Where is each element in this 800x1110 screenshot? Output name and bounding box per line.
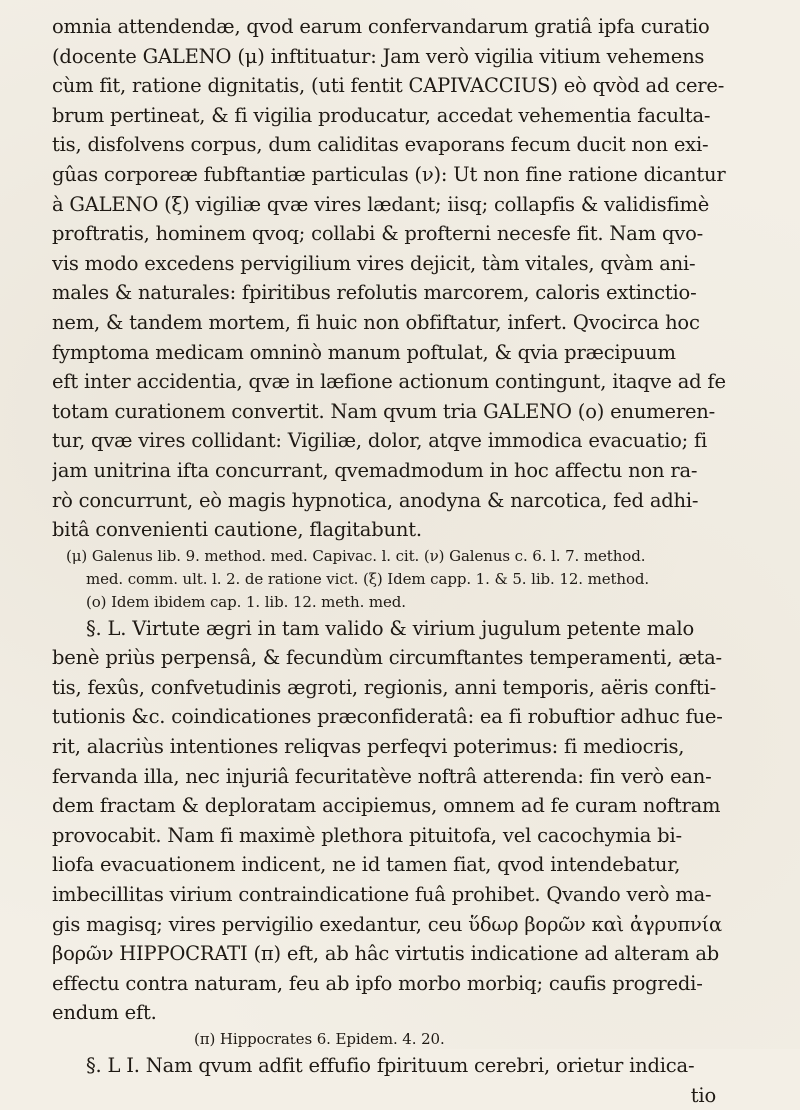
text-line: tur, qvæ vires collidant: Vigiliæ, dolor, atqve immodica evacuatio; fi <box>52 429 708 453</box>
text-line: bitâ convenienti cautione, flagitabunt. <box>52 518 422 542</box>
text-line: fervanda illa, nec injuriâ fecuritatève noftrâ atterenda: fin verò ean- <box>52 764 712 788</box>
text-line: fymptoma medicam omninò manum poftulat, & qvia præcipuum <box>52 340 676 364</box>
text-line: rò concurrunt, eò magis hypnotica, anodyna & narcotica, fed adhi- <box>52 488 699 512</box>
text-line: tis, fexûs, confvetudinis ægroti, regionis, anni temporis, aëris confti- <box>52 675 717 699</box>
text-line: cùm fit, ratione dignitatis, (uti fentit CAPIVACCIUS) eò qvòd ad cere- <box>52 74 725 98</box>
text-line: tutionis &c. coindicationes præconfideratâ: ea fi robuftior adhuc fue- <box>52 705 723 729</box>
text-line: omnia attendendæ, qvod earum confervandarum gratiâ ipfa curatio <box>52 15 710 38</box>
section-heading-line: §. L I. Nam qvum adfit effufio fpirituum cerebri, orietur indica- <box>86 1054 695 1077</box>
text-line: effectu contra naturam, feu ab ipfo morbo morbiq; caufis progredi- <box>52 971 703 995</box>
text-line: vis modo excedens pervigilium vires dejicit, tàm vitales, qvàm ani- <box>52 251 696 275</box>
text-line: rit, alacriùs intentiones reliqvas perfeqvi poterimus: fi mediocris, <box>52 735 685 759</box>
catchword: tio <box>690 1083 716 1107</box>
text-line: nem, & tandem mortem, fi huic non obfiftatur, infert. Qvocirca hoc <box>52 310 700 334</box>
text-line: brum pertineat, & fi vigilia producatur, accedat vehementia faculta- <box>52 103 711 127</box>
page-text-block <box>52 12 752 1110</box>
text-line: endum eft. <box>52 1001 157 1025</box>
text-line: eft inter accidentia, qvæ in læfione actionum contingunt, itaqve ad fe <box>52 370 726 394</box>
text-line: tis, disfolvens corpus, dum caliditas evaporans fecum ducit non exi- <box>52 133 709 157</box>
text-line: (docente GALENO (μ) inftituatur: Jam verò vigilia vitium vehemens <box>52 44 705 68</box>
text-line: benè priùs perpensâ, & fecundùm circumftantes temperamenti, æta- <box>52 646 722 670</box>
footnote-line: (ο) Idem ibidem cap. 1. lib. 12. meth. med. <box>86 592 406 611</box>
text-line: βορῶν HIPPOCRATI (π) eft, ab hâc virtutis indicatione ad alteram ab <box>52 942 720 966</box>
text-line: proftratis, hominem qvoq; collabi & profterni necesfe fit. Nam qvo- <box>52 222 704 246</box>
footnote-line: (μ) Galenus lib. 9. method. med. Capivac. l. cit. (ν) Galenus c. 6. l. 7. method. <box>66 546 646 565</box>
text-line: à GALENO (ξ) vigiliæ qvæ vires lædant; iisq; collapfis & validisfimè <box>52 192 710 216</box>
text-line: provocabit. Nam fi maximè plethora pituitofa, vel cacochymia bi- <box>52 823 682 847</box>
text-line: imbecillitas virium contraindicatione fuâ prohibet. Qvando verò ma- <box>52 883 712 907</box>
text-line: liofa evacuationem indicent, ne id tamen fiat, qvod intendebatur, <box>52 853 681 877</box>
footnote-line: med. comm. ult. l. 2. de ratione vict. (ξ) Idem capp. 1. & 5. lib. 12. method. <box>86 569 650 588</box>
section-heading-line: §. L. Virtute ægri in tam valido & virium jugulum petente malo <box>86 616 694 640</box>
text-line: gûas corporeæ fubftantiæ particulas (ν): Ut non fine ratione dicantur <box>52 162 726 186</box>
text-line: jam unitrina ifta concurrant, qvemadmodum in hoc affectu non ra- <box>52 458 698 482</box>
text-line: dem fractam & deploratam accipiemus, omnem ad fe curam noftram <box>52 794 721 818</box>
footnote-line: (π) Hippocrates 6. Epidem. 4. 20. <box>194 1030 445 1048</box>
text-line: males & naturales: fpiritibus refolutis marcorem, caloris extinctio- <box>52 281 697 305</box>
text-line: totam curationem convertit. Nam qvum tria GALENO (ο) enumeren- <box>52 399 716 423</box>
text-line: gis magisq; vires pervigilio exedantur, ceu ὕδωρ βορῶν καὶ ἀγρυπνία <box>52 912 723 936</box>
